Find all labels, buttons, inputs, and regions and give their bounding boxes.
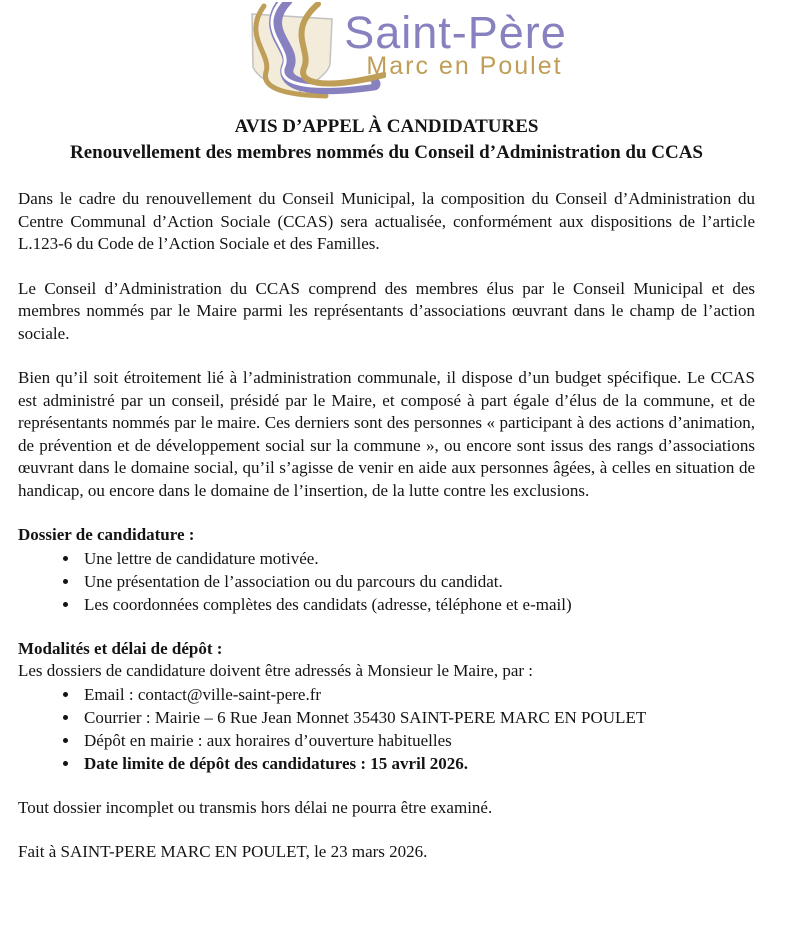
dossier-heading: Dossier de candidature : (18, 525, 195, 544)
modalites-item-courrier: • Courrier : Mairie – 6 Rue Jean Monnet 35430 SAINT-PERE MARC EN POULET (80, 706, 755, 729)
modalites-item-depot: • Dépôt en mairie : aux horaires d’ouverture habituelles (80, 729, 755, 752)
notice-title-block (18, 114, 755, 166)
town-logo (18, 0, 755, 98)
modalites-heading: Modalités et délai de dépôt : (18, 638, 223, 658)
warning-text: Tout dossier incomplet ou transmis hors délai ne pourra être examiné. (18, 797, 493, 817)
dossier-item-lettre: • Une lettre de candidature motivée. (80, 547, 755, 570)
notice-subtitle: Renouvellement des membres nommés du Conseil d’Administration du CCAS (69, 142, 703, 163)
modalites-list (18, 683, 755, 775)
dossier-list (18, 547, 755, 616)
modalites-item-deadline: • Date limite de dépôt des candidatures : 15 avril 2026. (80, 752, 755, 775)
dossier-item-presentation: • Une présentation de l’association ou du parcours du candidat. (80, 570, 755, 593)
dossier-item-coordonnees: • Les coordonnées complètes des candidats (adresse, téléphone et e-mail) (80, 593, 755, 616)
modalites-intro: Les dossiers de candidature doivent être adressés à Monsieur le Maire, par : (18, 661, 534, 680)
notice-title: AVIS D’APPEL À CANDIDATURES (234, 116, 539, 137)
paragraph-composition: Le Conseil d’Administration du CCAS comprend des membres élus par le Conseil Municipal et des membres nommés par le Maire parmi les représentants d’associations œuvrant dans le champ de l’action sociale. (18, 278, 755, 343)
paragraph-budget: Bien qu’il soit étroitement lié à l’administration communale, il dispose d’un budget spécifique. Le CCAS est administré par un conseil, présidé par le Maire, et composé à part égale d’élus de la commune, et de représentants nommés par le maire. Ces derniers sont des personnes « participant à des actions d’animation, de prévention et de développement social sur la commune », ou encore sont issus des rangs d’associations œuvrant dans le domaine social, qu’il s’agisse de venir en aide aux personnes âgées, à celles en situation de handicap, ou encore dans le domaine de l’insertion, de la lutte contre les exclusions. (18, 368, 755, 500)
paragraph-renouvellement: Dans le cadre du renouvellement du Conseil Municipal, la composition du Conseil d’Administration du Centre Communal d’Action Sociale (CCAS) sera actualisée, conformément aux dispositions de l’article L.123-6 du Code de l’Action Sociale et des Familles. (18, 189, 755, 253)
signature-text: Fait à SAINT-PERE MARC EN POULET, le 23 mars 2026. (18, 842, 428, 861)
town-logo-text (344, 7, 567, 80)
town-name: Saint-Père (344, 7, 567, 58)
town-name-suffix: Marc en Poulet (366, 52, 563, 80)
modalites-item-email: • Email : contact@ville-saint-pere.fr (80, 683, 755, 706)
